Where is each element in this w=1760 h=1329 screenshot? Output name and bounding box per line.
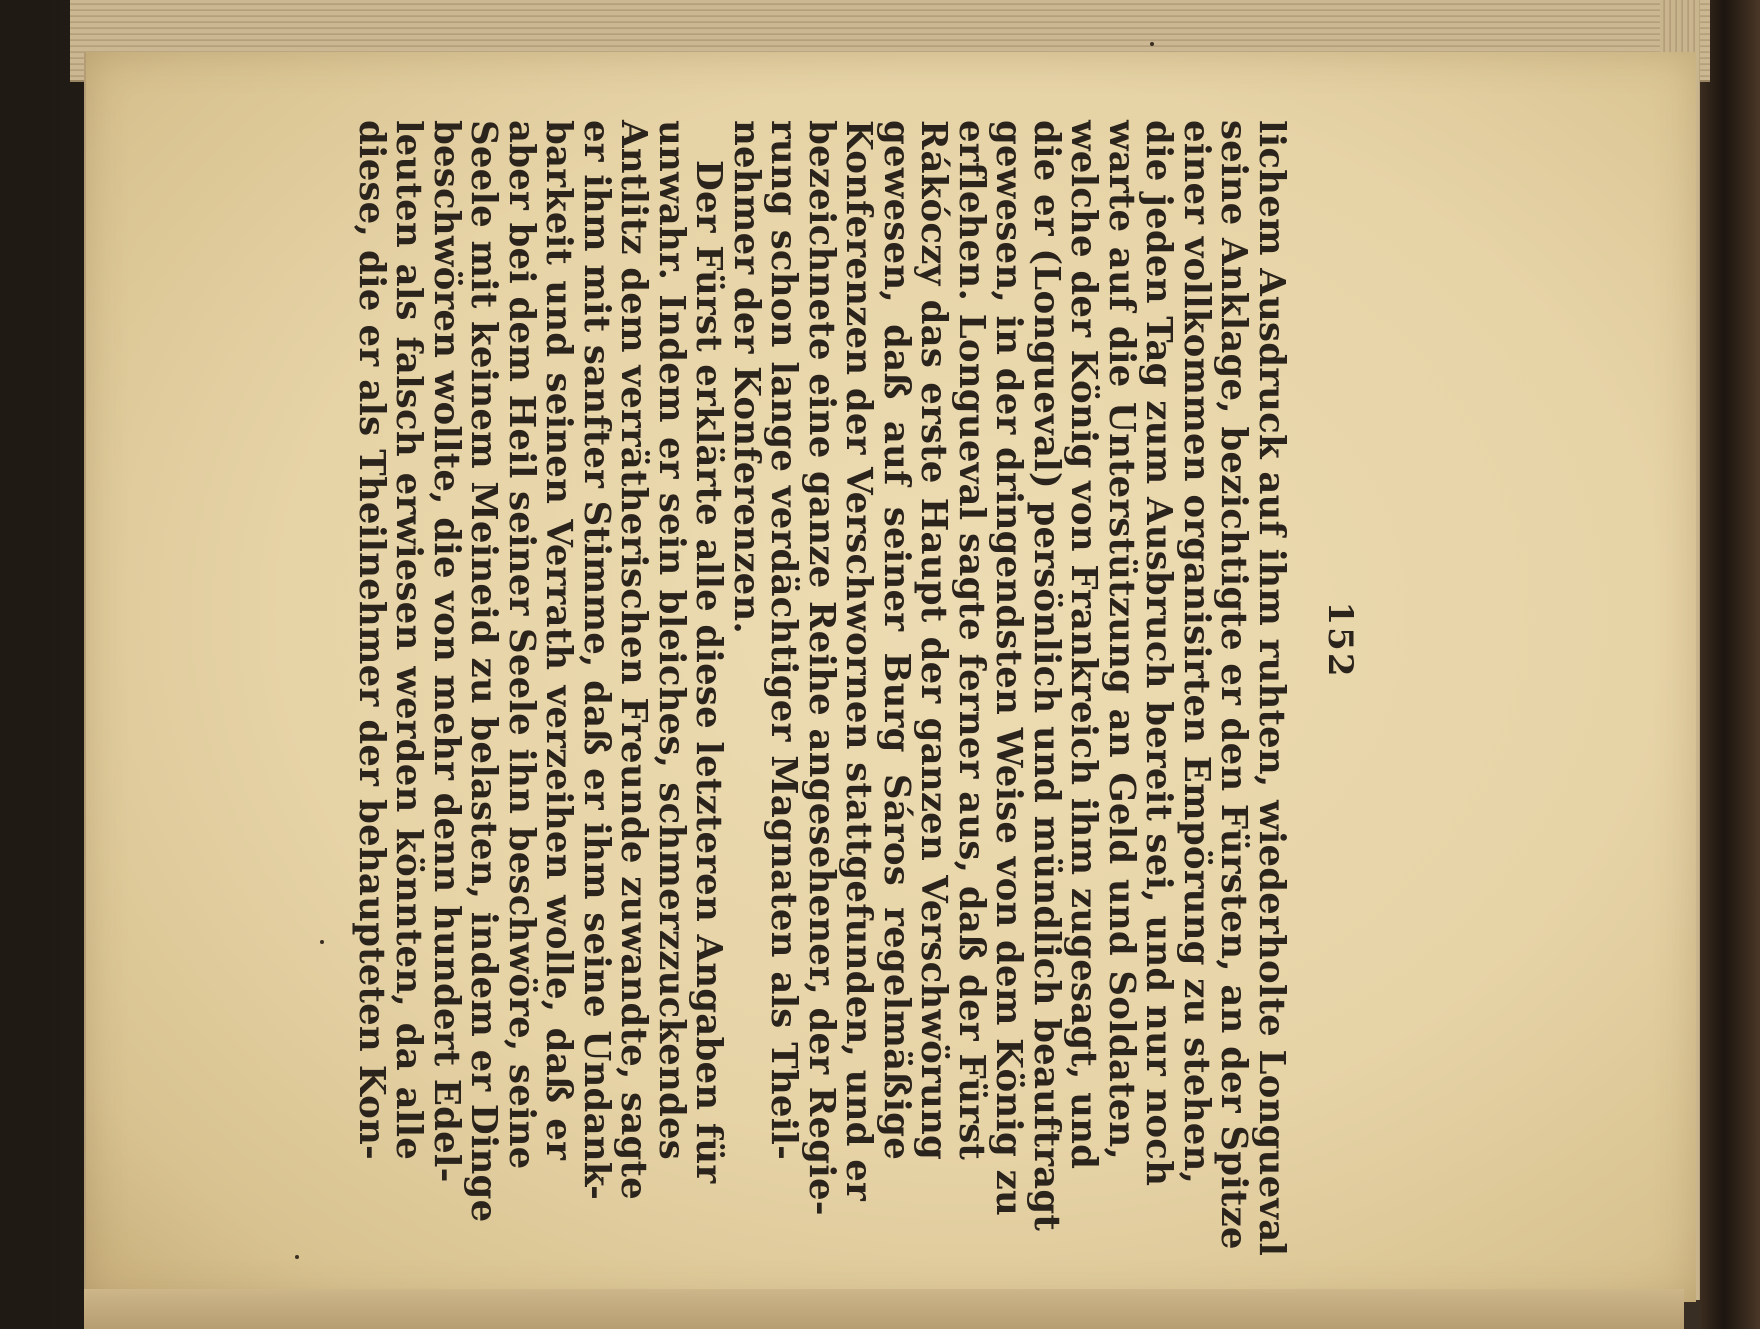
text-line: Rákóczy das erste Haupt der ganzen Verschwörung [913,120,955,1160]
text-line: barkeit und seinen Verrath verzeihen wolle, daß er [538,120,580,1160]
text-line: unwahr. Indem er sein bleiches, schmerzzuckendes [651,120,692,1160]
page-text [351,120,1292,1257]
text-line: beschwören wollte, die von mehr denn hundert Edel- [426,120,467,1183]
text-line: bezeichnete eine ganze Reihe angesehener, der Regie- [801,120,842,1216]
ink-speck [320,940,324,944]
text-line: die er (Longueval) persönlich und mündlich beauftragt [1026,120,1067,1231]
text-line: warte auf die Unterstützung an Geld und Soldaten, [1101,120,1142,1160]
text-line: gewesen, daß auf seiner Burg Sáros regelmäßige [876,120,917,1160]
text-line: er ihm mit sanfter Stimme, daß er ihm seine Undank- [576,120,617,1201]
text-line: seine Anklage, bezichtigte er den Fürsten, an der Spitze [1213,120,1255,1250]
text-line: Der Fürst erklärte alle diese letzteren Angaben für [688,160,730,1184]
text-line: einer vollkommen organisirten Empörung zu stehen, [1176,120,1217,1185]
text-line: rung schon lange verdächtiger Magnaten als Theil- [763,120,805,1160]
rotated-text-block [351,80,1360,1257]
text-line: welche der König von Frankreich ihm zugesagt, und [1063,120,1105,1170]
ink-speck [295,1255,299,1259]
text-line: gewesen, in der dringendsten Weise von dem König zu [988,120,1030,1216]
text-line: lichem Ausdruck auf ihm ruhten, wiederholte Longueval [1251,120,1292,1257]
book-cover-edge [1700,0,1760,1329]
text-line: leuten als falsch erwiesen werden könnten, da alle [388,120,430,1160]
text-line: erflehen. Longueval sagte ferner aus, daß der Fürst [951,120,992,1160]
ink-speck [1150,42,1154,46]
text-line: aber bei dem Heil seiner Seele ihn beschwöre, seine [501,120,542,1170]
text-line: diese, die er als Theilnehmer der behaupteten Kon- [351,120,392,1160]
page-gutter [84,1289,1684,1329]
text-line: nehmer der Konferenzen. [726,120,767,634]
text-line: Seele mit keinem Meineid zu belasten, indem er Dinge [463,120,505,1223]
text-line: die jeden Tag zum Ausbruch bereit sei, und nur noch [1138,120,1180,1187]
text-line: Konferenzen der Verschwornen stattgefunden, und er [838,120,880,1201]
page-number: 152 [1320,601,1360,679]
text-line: Antlitz dem verrätherischen Freunde zuwandte, sagte [613,120,655,1200]
